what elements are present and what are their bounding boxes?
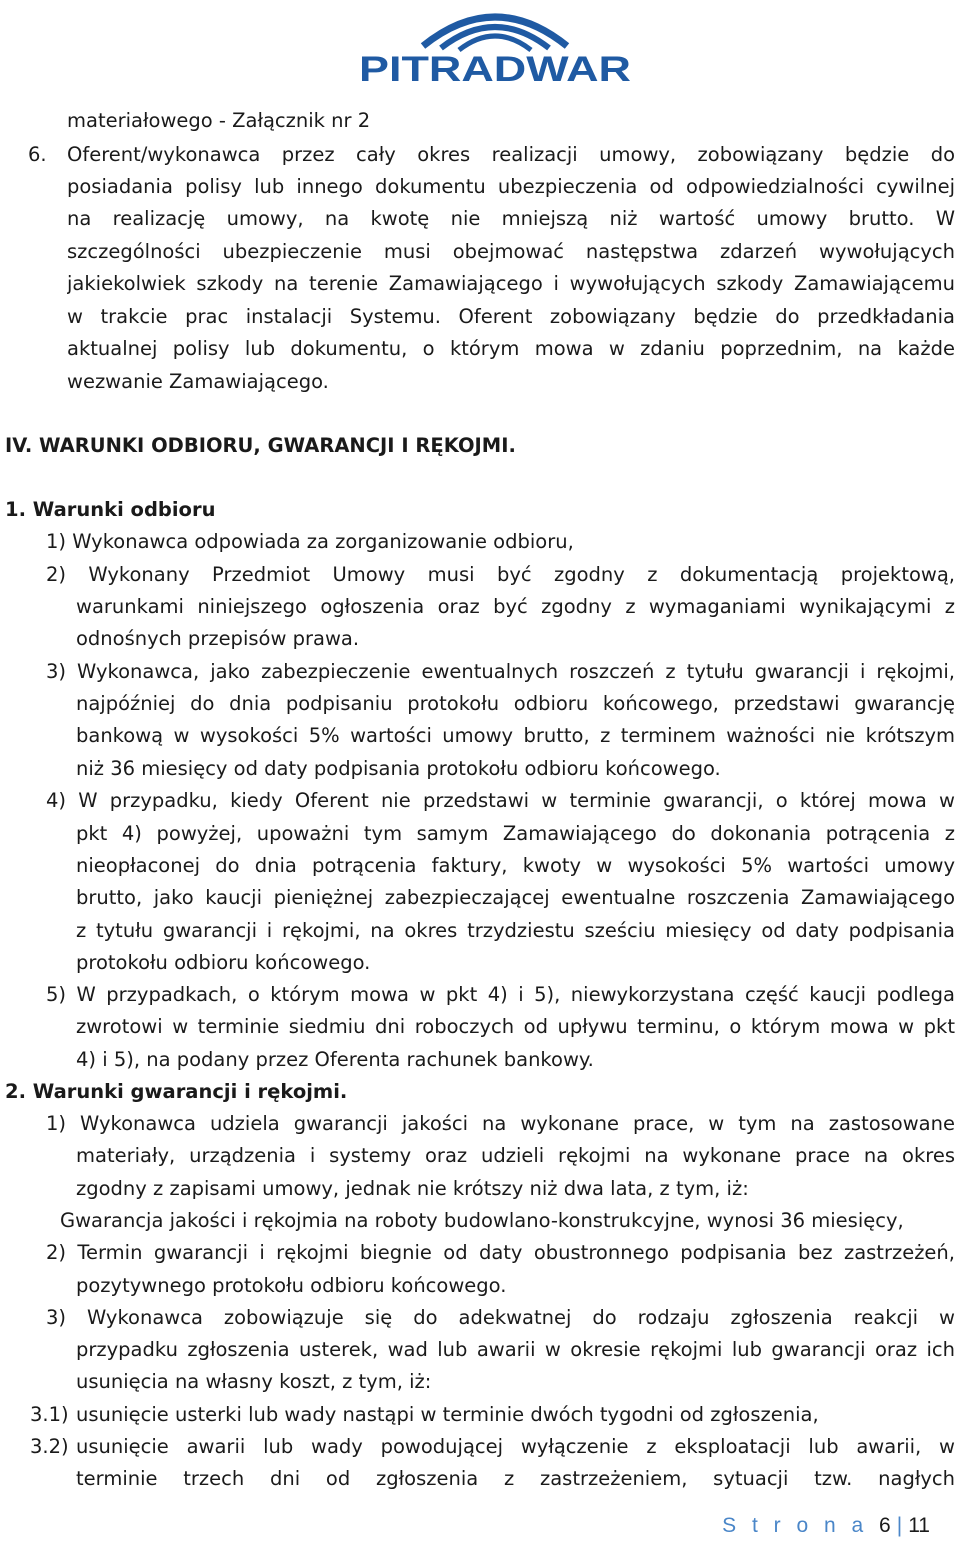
text-line: najpóźniej do dnia podpisaniu protokołu odbioru końcowego, przedstawi gwarancję: [76, 692, 955, 715]
text-line: bankową w wysokości 5% wartości umowy brutto, z terminem ważności nie krótszym: [76, 724, 955, 747]
item-number: 3.2): [30, 1435, 69, 1458]
list-item: usunięcie awarii lub wady powodującej wyłączenie z eksploatacji lub awarii, w: [76, 1435, 955, 1458]
text-line: protokołu odbioru końcowego.: [76, 951, 371, 974]
text-line: odnośnych przepisów prawa.: [76, 627, 360, 650]
text-line: 4) i 5), na podany przez Oferenta rachunek bankowy.: [76, 1048, 594, 1071]
text-line: posiadania polisy lub innego dokumentu ubezpieczenia od odpowiedzialności cywilnej: [67, 175, 955, 198]
text-line: zgodny z zapisami umowy, jednak nie krótszy niż dwa lata, z tym, iż:: [76, 1177, 749, 1200]
page-total: 11: [908, 1514, 930, 1537]
text-line: pozytywnego protokołu odbioru końcowego.: [76, 1274, 507, 1297]
text-line: przypadku zgłoszenia usterek, wad lub awarii w okresie rękojmi lub gwarancji oraz ich: [76, 1338, 955, 1361]
text-line: z tytułu gwarancji i rękojmi, na okres trzydziestu sześciu miesięcy od daty podpisania: [76, 919, 955, 942]
list-item: 1) Wykonawca udziela gwarancji jakości na wykonane prace, w tym na zastosowane: [46, 1112, 955, 1135]
subsection-heading: 2. Warunki gwarancji i rękojmi.: [5, 1080, 348, 1103]
text-line: terminie trzech dni od zgłoszenia z zastrzeżeniem, sytuacji tzw. nagłych: [76, 1467, 955, 1490]
text-line: szczególności ubezpieczenie musi obejmować następstwa zdarzeń wywołujących: [67, 240, 955, 263]
page-number: 6: [879, 1514, 891, 1537]
list-item: 3) Wykonawca, jako zabezpieczenie ewentualnych roszczeń z tytułu gwarancji i rękojmi,: [46, 660, 955, 683]
text-line: usunięcia na własny koszt, z tym, iż:: [76, 1370, 432, 1393]
subsection-heading: 1. Warunki odbioru: [5, 498, 216, 521]
text-line: na realizację umowy, na kwotę nie mniejszą niż wartość umowy brutto. W: [67, 207, 955, 230]
text-line: niż 36 miesięcy od daty podpisania protokołu odbioru końcowego.: [76, 757, 721, 780]
page-footer: [722, 1514, 930, 1538]
text-line: zwrotowi w terminie siedmiu dni roboczych od upływu terminu, o którym mowa w pkt: [76, 1015, 955, 1038]
text-line: jakiekolwiek szkody na terenie Zamawiającego i wywołujących szkody Zamawiającemu: [67, 272, 955, 295]
text-line: warunkami niniejszego ogłoszenia oraz być zgodny z wymaganiami wynikającymi z: [76, 595, 955, 618]
logo-arc-inner: [459, 36, 531, 50]
company-logo: [355, 2, 635, 84]
text-line: wezwanie Zamawiającego.: [67, 370, 329, 393]
page-label: S t r o n a: [722, 1514, 869, 1537]
logo-wordmark: PITRADWAR: [359, 50, 631, 84]
list-item: 2) Termin gwarancji i rękojmi biegnie od daty obustronnego podpisania bez zastrzeżeń,: [46, 1241, 955, 1264]
text-line: materiały, urządzenia i systemy oraz udzieli rękojmi na wykonane prace na okres: [76, 1144, 955, 1167]
list-item: 1) Wykonawca odpowiada za zorganizowanie odbioru,: [46, 530, 574, 553]
list-item: 4) W przypadku, kiedy Oferent nie przedstawi w terminie gwarancji, o której mowa w: [46, 789, 955, 812]
item-number: 6.: [28, 143, 47, 166]
text-line: pkt 4) powyżej, upoważni tym samym Zamawiającego do dokonania potrącenia z: [76, 822, 955, 845]
list-item: 3) Wykonawca zobowiązuje się do adekwatnej do rodzaju zgłoszenia reakcji w: [46, 1306, 955, 1329]
section-heading: IV. WARUNKI ODBIORU, GWARANCJI I RĘKOJMI.: [5, 434, 516, 457]
item-number: 3.1): [30, 1403, 69, 1426]
text-line: Gwarancja jakości i rękojmia na roboty budowlano-konstrukcyjne, wynosi 36 miesięcy,: [60, 1209, 904, 1232]
list-item: 2) Wykonany Przedmiot Umowy musi być zgodny z dokumentacją projektową,: [46, 563, 955, 586]
text-line: w trakcie prac instalacji Systemu. Oferent zobowiązany będzie do przedkładania: [67, 305, 955, 328]
page-separator: |: [896, 1514, 903, 1537]
text-line: materiałowego - Załącznik nr 2: [67, 109, 371, 132]
list-item: 5) W przypadkach, o którym mowa w pkt 4) i 5), niewykorzystana część kaucji podlega: [46, 983, 955, 1006]
text-line: nieopłaconej do dnia potrącenia faktury, kwoty w wysokości 5% wartości umowy: [76, 854, 955, 877]
list-item: usunięcie usterki lub wady nastąpi w terminie dwóch tygodni od zgłoszenia,: [76, 1403, 819, 1426]
text-line: brutto, jako kaucji pieniężnej zabezpieczającej ewentualne roszczenia Zamawiającego: [76, 886, 955, 909]
text-line: Oferent/wykonawca przez cały okres realizacji umowy, zobowiązany będzie do: [67, 143, 955, 166]
text-line: aktualnej polisy lub dokumentu, o którym mowa w zdaniu poprzednim, na każde: [67, 337, 955, 360]
